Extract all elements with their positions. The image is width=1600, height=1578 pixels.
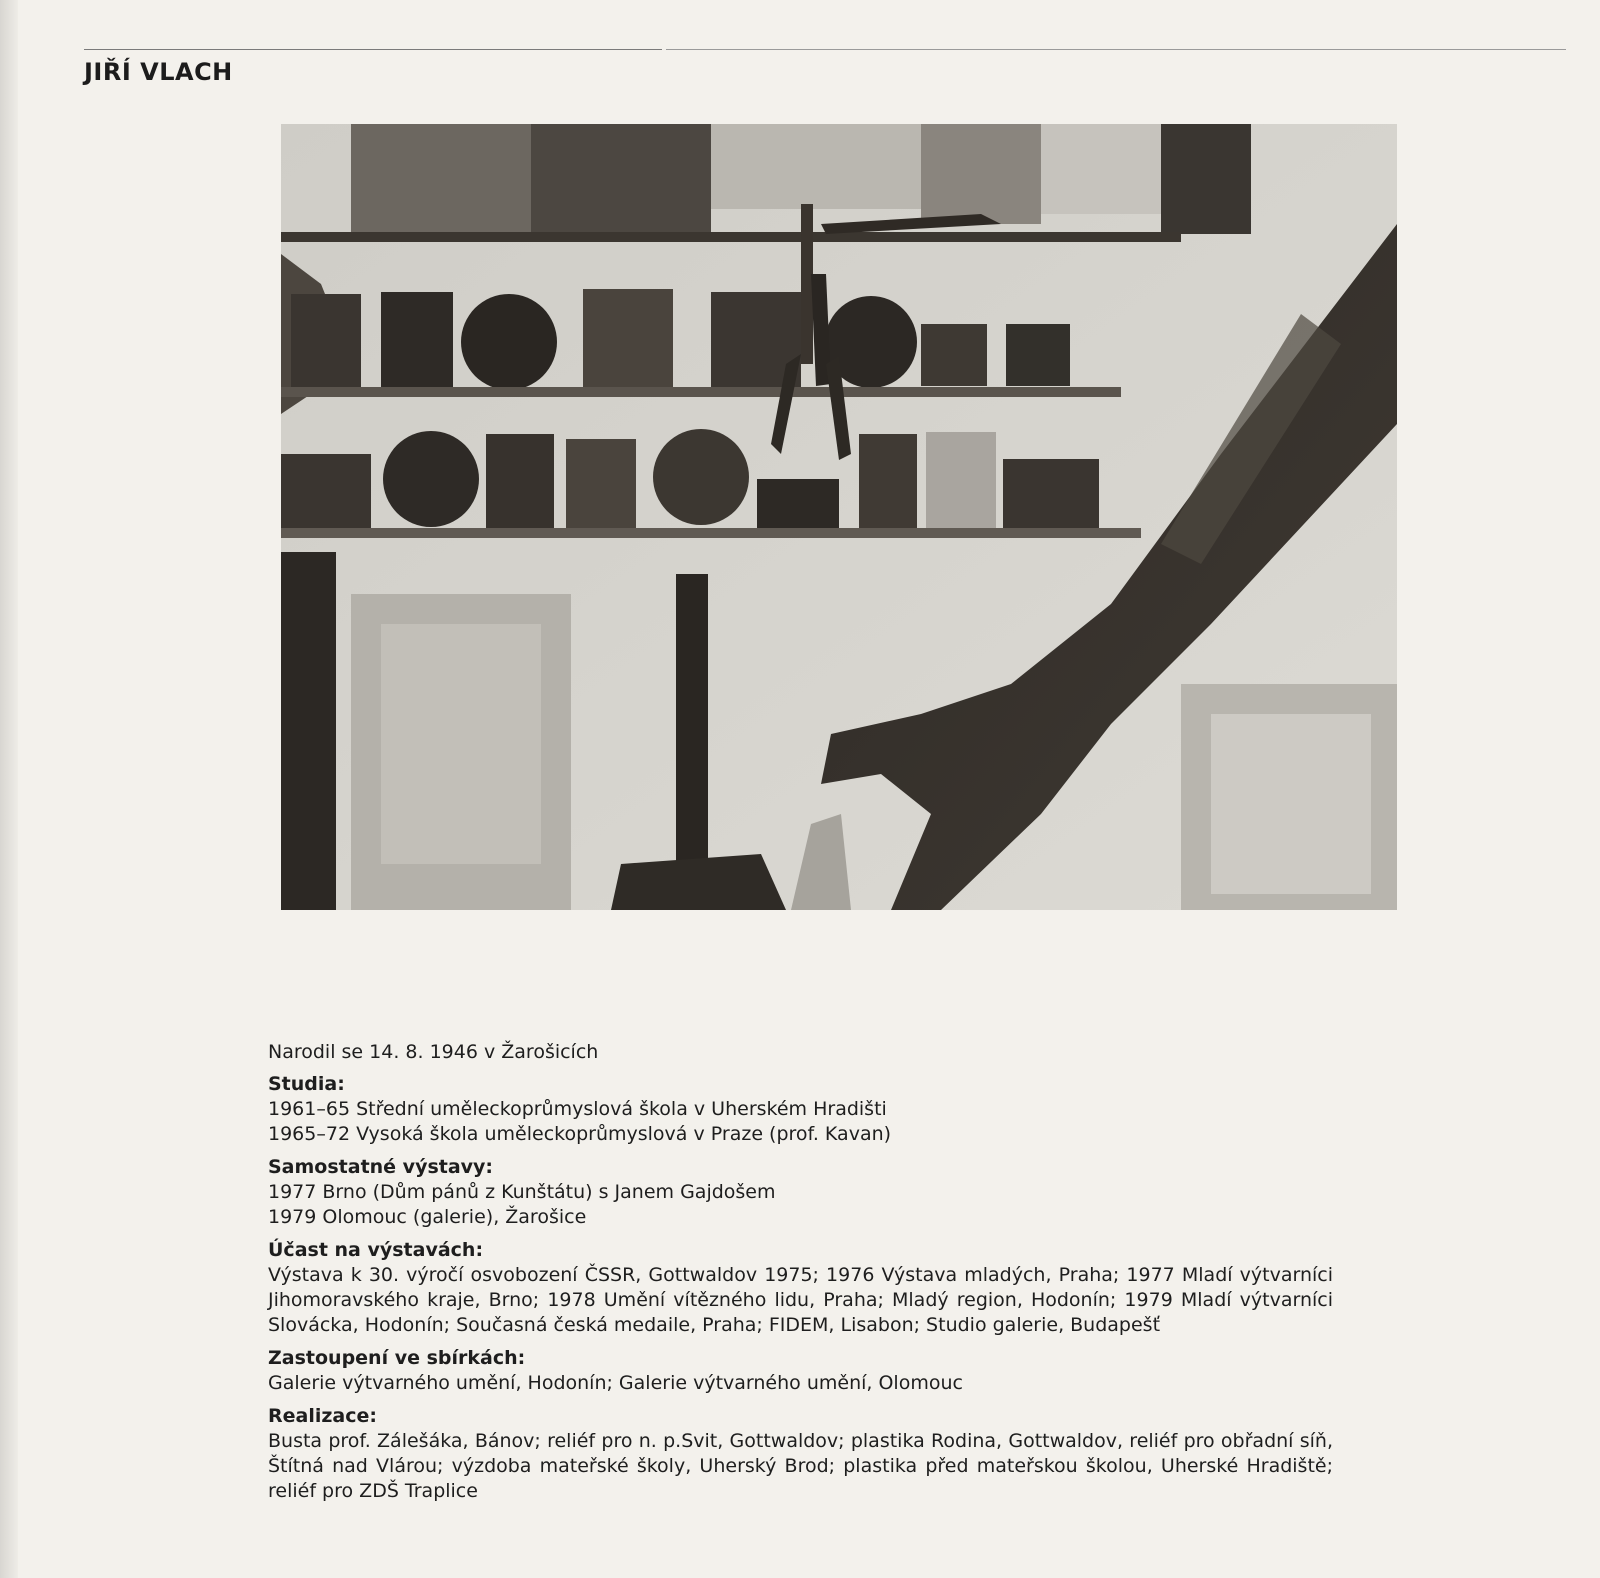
solo-exhibition-line: 1977 Brno (Dům pánů z Kunštátu) s Janem Gajdošem bbox=[268, 1181, 776, 1203]
solo-exhibitions-heading: Samostatné výstavy: bbox=[268, 1156, 494, 1178]
studies-line: 1961–65 Střední uměleckoprůmyslová škola v Uherském Hradišti bbox=[268, 1098, 887, 1120]
header-rule-right bbox=[666, 49, 1566, 50]
page-binding-edge bbox=[0, 0, 18, 1578]
header-rule-left bbox=[84, 49, 662, 50]
realizations-heading: Realizace: bbox=[268, 1405, 377, 1427]
collections-section bbox=[268, 1346, 1333, 1396]
group-exhibitions-section bbox=[268, 1238, 1333, 1338]
biography bbox=[268, 1040, 1333, 1512]
group-exhibitions-text: Výstava k 30. výročí osvobození ČSSR, Gottwaldov 1975; 1976 Výstava mladých, Praha; 1977 Mladí výtvarníci Jihomoravského kraje, Brno; 1978 Umění vítězného lidu, Praha; Mladý region, Hodonín; 1979 Mladí výtvarníci Slovácka, Hodonín; Současná česká medaile, Praha; FIDEM, Lisabon; Studio galerie, Budapešť bbox=[268, 1264, 1333, 1336]
collections-text: Galerie výtvarného umění, Hodonín; Galerie výtvarného umění, Olomouc bbox=[268, 1372, 963, 1394]
studio-photograph bbox=[281, 124, 1397, 910]
artist-name: JIŘÍ VLACH bbox=[84, 58, 233, 86]
realizations-text: Busta prof. Zálešáka, Bánov; reliéf pro n. p.Svit, Gottwaldov; plastika Rodina, Gottwaldov, reliéf pro obřadní síň, Štítná nad Vlárou; výzdoba mateřské školy, Uherský Brod; plastika před mateřskou školou, Uherské Hradiště; reliéf pro ZDŠ Traplice bbox=[268, 1430, 1333, 1502]
studies-line: 1965–72 Vysoká škola uměleckoprůmyslová v Praze (prof. Kavan) bbox=[268, 1123, 892, 1145]
group-exhibitions-heading: Účast na výstavách: bbox=[268, 1239, 484, 1261]
solo-exhibitions-section bbox=[268, 1155, 1333, 1230]
studies-section bbox=[268, 1072, 1333, 1147]
birth-info: Narodil se 14. 8. 1946 v Žarošicích bbox=[268, 1041, 599, 1063]
studio-photograph-icon bbox=[281, 124, 1397, 910]
realizations-section bbox=[268, 1404, 1333, 1504]
collections-heading: Zastoupení ve sbírkách: bbox=[268, 1347, 526, 1369]
studies-heading: Studia: bbox=[268, 1073, 345, 1095]
solo-exhibition-line: 1979 Olomouc (galerie), Žarošice bbox=[268, 1206, 587, 1228]
